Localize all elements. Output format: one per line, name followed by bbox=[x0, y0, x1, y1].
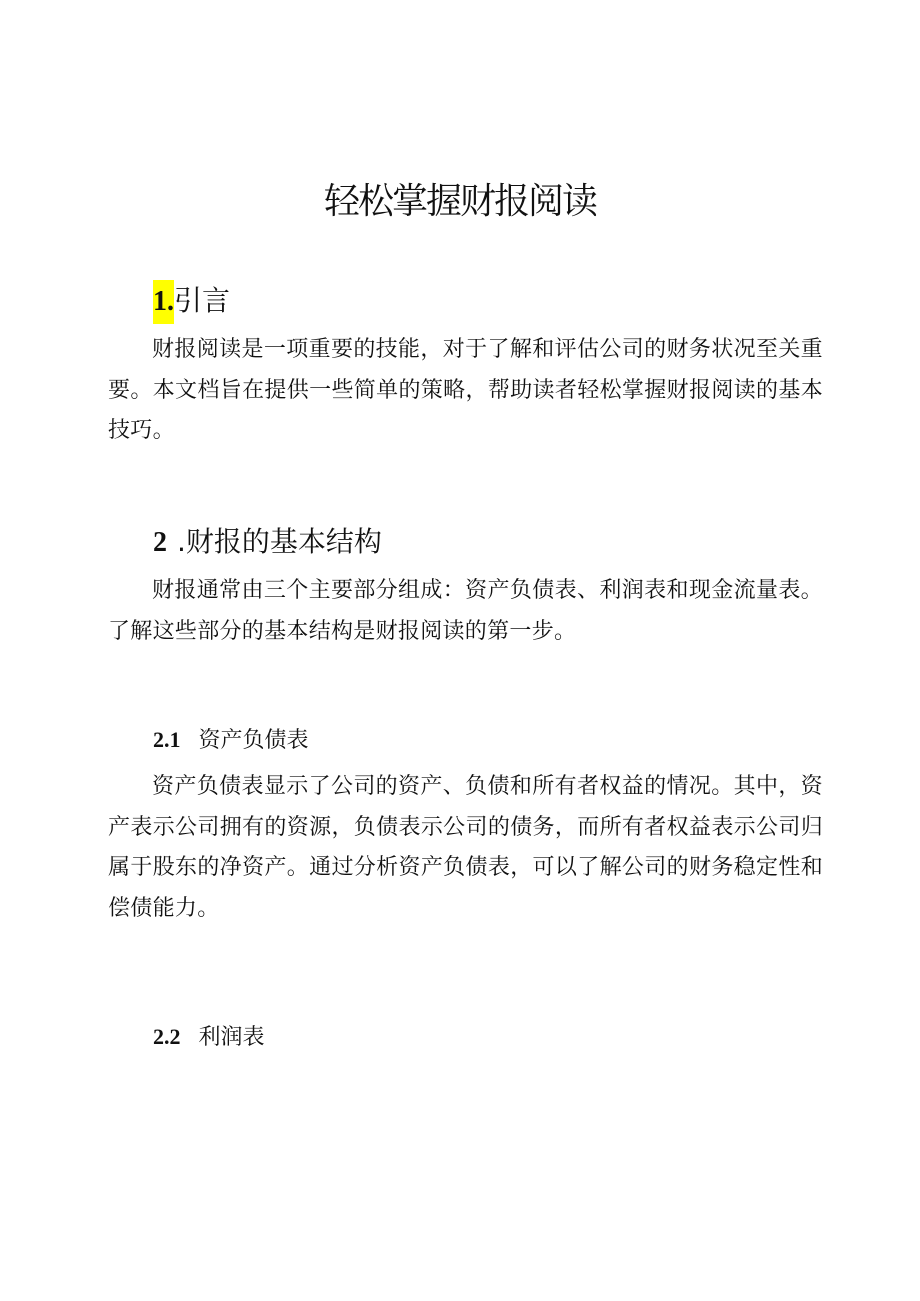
subsection-heading-income-statement bbox=[153, 1021, 265, 1054]
section-heading-text: .财报的基本结构 bbox=[177, 525, 382, 558]
introduction-paragraph: 财报阅读是一项重要的技能，对于了解和评估公司的财务状况至关重要。本文档旨在提供一些简单的策略，帮助读者轻松掌握财报阅读的基本技巧。 bbox=[108, 337, 823, 443]
subsection-heading-text: 资产负债表 bbox=[198, 728, 309, 753]
section-heading-introduction bbox=[153, 280, 230, 324]
structure-paragraph: 财报通常由三个主要部分组成：资产负债表、利润表和现金流量表。了解这些部分的基本结构是财报阅读的第一步。 bbox=[108, 578, 823, 644]
subsection-heading-text: 利润表 bbox=[198, 1025, 265, 1050]
subsection-heading-balance-sheet bbox=[153, 724, 309, 757]
section-number-highlighted: 1. bbox=[153, 280, 174, 324]
subsection-number: 2.1 bbox=[153, 727, 181, 752]
section-number: 2 bbox=[153, 527, 167, 558]
section-heading-structure bbox=[153, 522, 382, 563]
section-heading-text: 引言 bbox=[174, 284, 231, 317]
subsection-number: 2.2 bbox=[153, 1024, 181, 1049]
document-title: 轻松掌握财报阅读 bbox=[323, 181, 596, 222]
balance-sheet-paragraph: 资产负债表显示了公司的资产、负债和所有者权益的情况。其中，资产表示公司拥有的资源，负债表示公司的债务，而所有者权益表示公司归属于股东的净资产。通过分析资产负债表，可以了解公司的财务稳定性和偿债能力。 bbox=[108, 774, 823, 921]
